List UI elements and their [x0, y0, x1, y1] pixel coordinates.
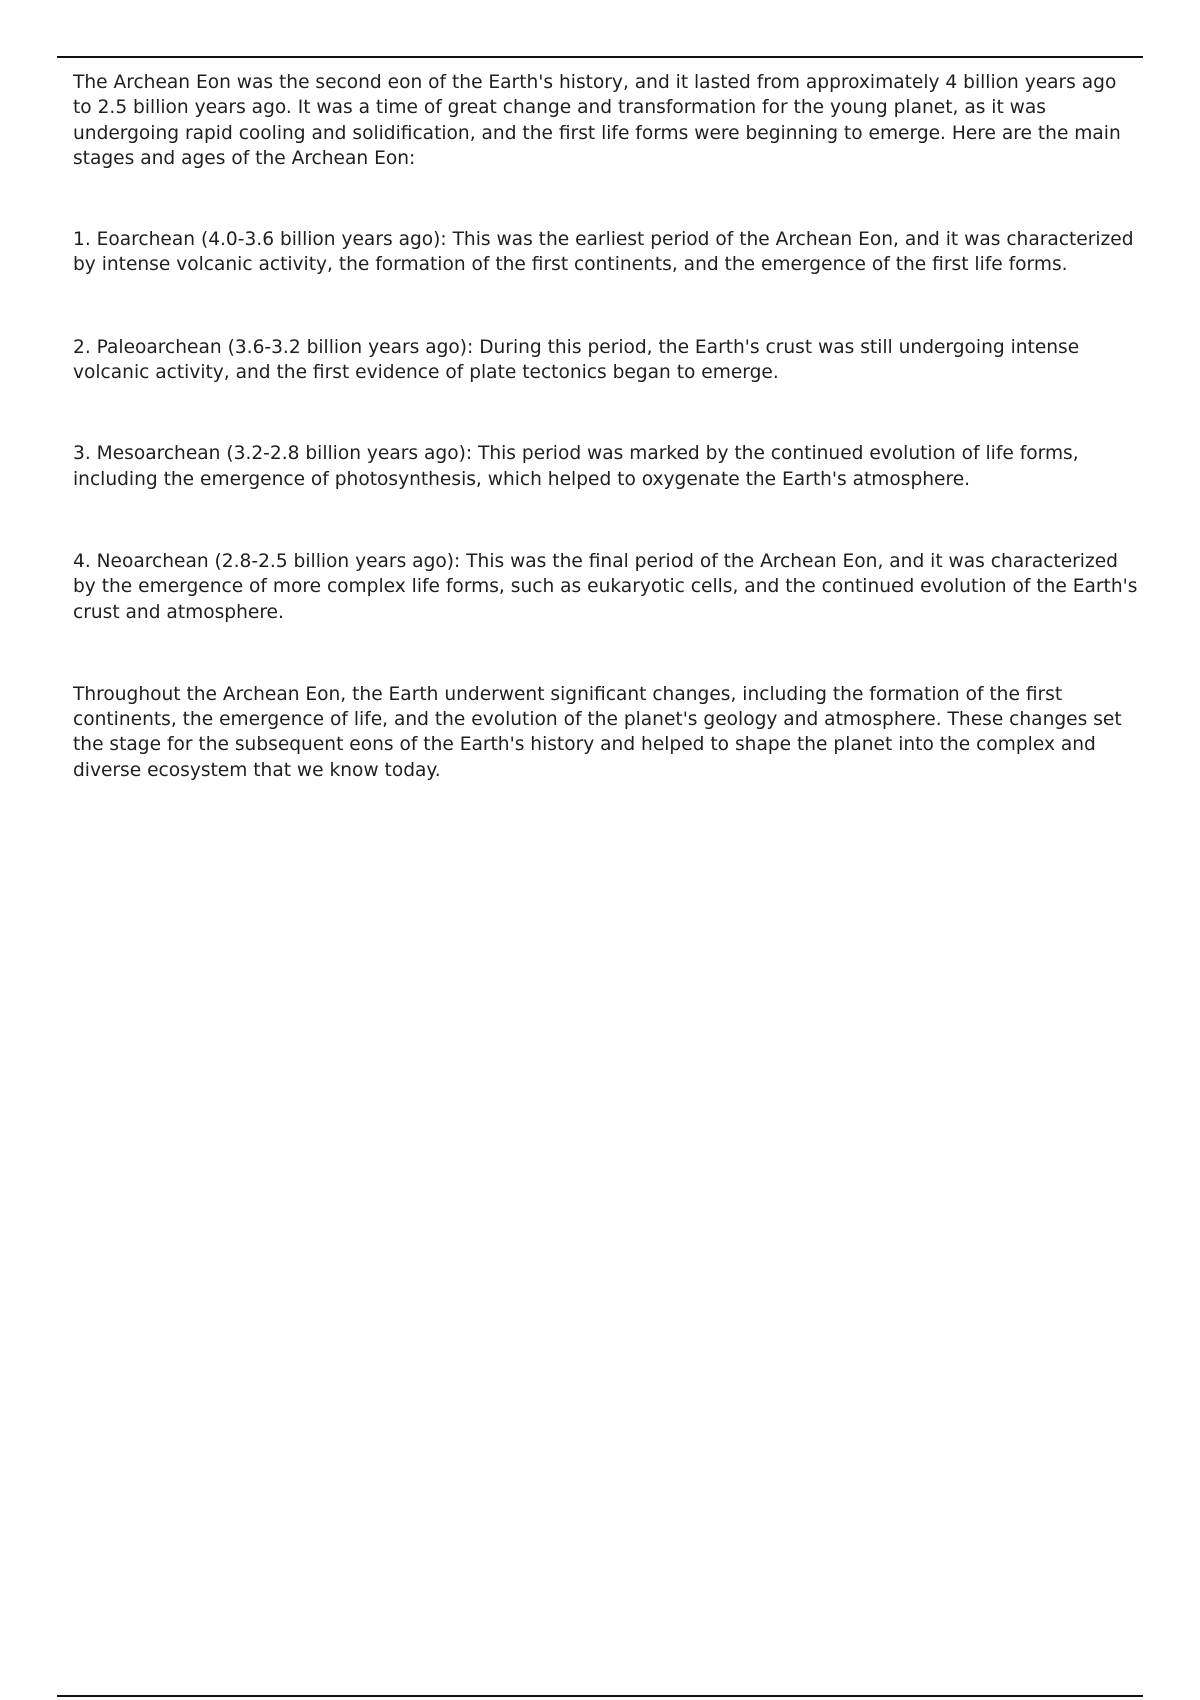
conclusion-paragraph: Throughout the Archean Eon, the Earth underwent significant changes, including the formation of the first continents, the emergence of life, and the evolution of the planet's geology and atmosphere. These changes set the stage for the subsequent eons of the Earth's history and helped to shape the planet into the complex and diverse ecosystem that we know today.	[73, 683, 1122, 781]
intro-paragraph: The Archean Eon was the second eon of the Earth's history, and it lasted from approximately 4 billion years ago to 2.5 billion years ago. It was a time of great change and transformation for the young planet, as it was undergoing rapid cooling and solidification, and the first life forms were beginning to emerge. Here are the main stages and ages of the Archean Eon:	[73, 72, 1121, 169]
stage-neoarchean-paragraph: 4. Neoarchean (2.8-2.5 billion years ago): This was the final period of the Archean Eon, and it was characterized by the emergence of more complex life forms, such as eukaryotic cells, and the continued evolution of the Earth's crust and atmosphere.	[73, 550, 1138, 623]
document-body	[73, 70, 1138, 783]
top-divider	[57, 56, 1143, 58]
stage-mesoarchean-paragraph: 3. Mesoarchean (3.2-2.8 billion years ago): This period was marked by the continued evolution of life forms, including the emergence of photosynthesis, which helped to oxygenate the Earth's atmosphere.	[73, 443, 1079, 490]
stage-paleoarchean-paragraph: 2. Paleoarchean (3.6-3.2 billion years ago): During this period, the Earth's crust was still undergoing intense volcanic activity, and the first evidence of plate tectonics began to emerge.	[73, 336, 1080, 384]
stage-eoarchean-paragraph: 1. Eoarchean (4.0-3.6 billion years ago): This was the earliest period of the Archean Eon, and it was characterized by intense volcanic activity, the formation of the first continents, and the emergence of the first life forms.	[73, 229, 1134, 276]
bottom-divider	[57, 1695, 1143, 1697]
